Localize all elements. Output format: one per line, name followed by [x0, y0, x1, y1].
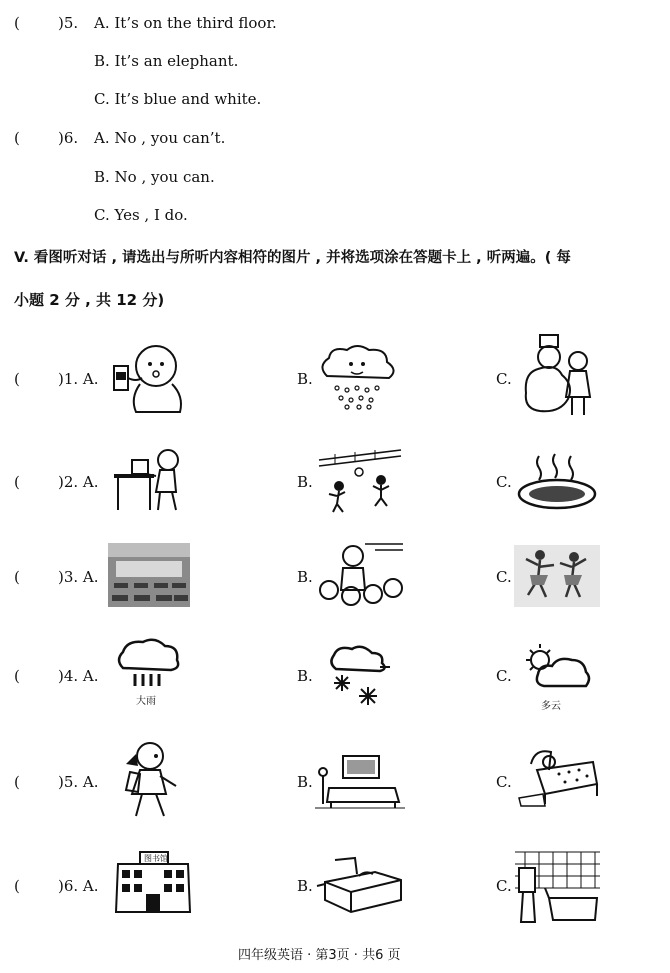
row6-number: )6. A. — [58, 877, 99, 895]
row4-label-c: C. — [496, 667, 512, 685]
girl-with-schoolbag-image — [110, 740, 185, 820]
row3-label-b: B. — [297, 568, 313, 586]
row5-number: )5. A. — [58, 773, 99, 791]
row1-number: )1. A. — [58, 370, 99, 388]
boy-at-computer-desk-image — [110, 446, 190, 514]
children-group-image — [315, 540, 405, 610]
q5-option-b: B. It’s an elephant. — [94, 52, 239, 70]
dancing-girls-photo-image — [514, 545, 600, 607]
page-footer: 四年级英语 · 第3页 · 共6 页 — [238, 948, 401, 963]
cloudy-weather-icon — [522, 642, 592, 692]
row6-label-c: C. — [496, 877, 512, 895]
row6-label-b: B. — [297, 877, 313, 895]
bed-image — [515, 744, 600, 808]
part5-instruction-line1: V. 看图听对话 , 请选出与所听内容相符的图片 , 并将选项涂在答题卡上 , 听两遍。( 每 — [14, 250, 571, 266]
q6-option-c: C. Yes , I do. — [94, 206, 188, 224]
living-room-sofa-image — [315, 752, 405, 810]
row1-label-b: B. — [297, 370, 313, 388]
row4-paren: ( — [14, 667, 20, 685]
part5-instruction-line2: 小题 2 分 , 共 12 分) — [14, 291, 165, 309]
row5-paren: ( — [14, 773, 20, 791]
heavy-rain-icon — [115, 638, 181, 690]
row2-number: )2. A. — [58, 473, 99, 491]
q5-paren: ( — [14, 14, 20, 32]
heavy-rain-label: 大雨 — [136, 696, 156, 707]
snowman-and-child-image — [516, 333, 601, 418]
snow-cloud-image — [315, 342, 400, 410]
kids-playing-basketball-image — [315, 446, 405, 514]
row3-number: )3. A. — [58, 568, 99, 586]
snow-weather-icon — [322, 645, 392, 707]
library-sign-label: 图书馆 — [144, 854, 168, 863]
q6-option-a: A. No , you can’t. — [94, 129, 226, 147]
row5-label-c: C. — [496, 773, 512, 791]
row1-paren: ( — [14, 370, 20, 388]
row4-label-b: B. — [297, 667, 313, 685]
cloudy-label: 多云 — [541, 701, 561, 712]
row2-label-c: C. — [496, 473, 512, 491]
q5-option-c: C. It’s blue and white. — [94, 90, 262, 108]
row1-label-c: C. — [496, 370, 512, 388]
bedroom-bed-image — [315, 856, 405, 914]
row5-label-b: B. — [297, 773, 313, 791]
q5-option-a: A. It’s on the third floor. — [94, 14, 277, 32]
row2-paren: ( — [14, 473, 20, 491]
row3-paren: ( — [14, 568, 20, 586]
row6-paren: ( — [14, 877, 20, 895]
row4-number: )4. A. — [58, 667, 99, 685]
boy-drinking-milk-image — [110, 338, 190, 413]
row2-label-b: B. — [297, 473, 313, 491]
q6-paren: ( — [14, 129, 20, 147]
row3-label-c: C. — [496, 568, 512, 586]
q6-option-b: B. No , you can. — [94, 168, 215, 186]
bathroom-image — [515, 848, 600, 928]
hot-fish-dish-image — [515, 452, 600, 512]
classroom-photo-image — [108, 543, 190, 607]
q6-number: )6. — [58, 129, 79, 147]
q5-number: )5. — [58, 14, 79, 32]
